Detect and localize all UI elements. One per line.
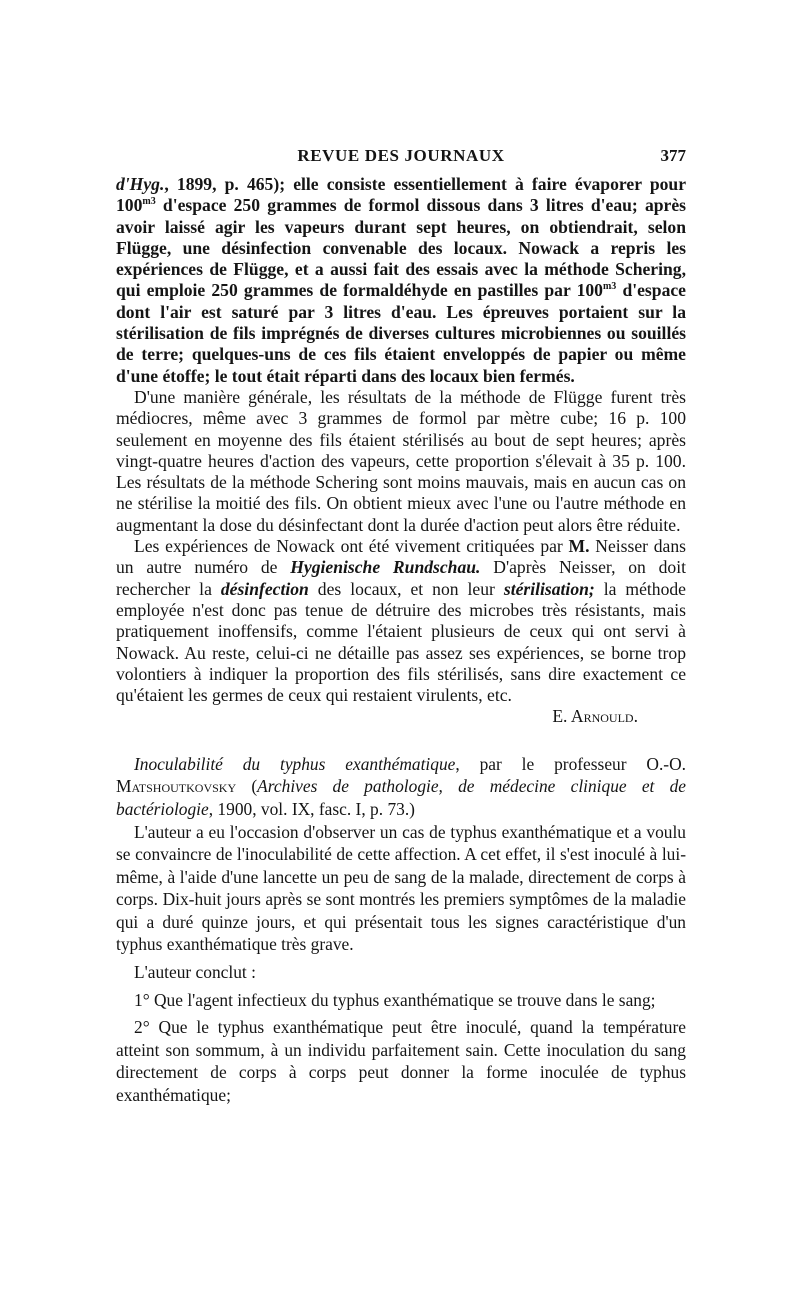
citation: , 1900, vol. IX, fasc. I, p. 73.) xyxy=(208,798,415,819)
byline: , par le professeur O.-O. xyxy=(455,753,686,774)
emphasis-sterilisation: stérilisation; xyxy=(503,578,595,599)
page-header xyxy=(116,146,686,170)
paragraph-conclusion-1: 1° Que l'agent infectieux du typhus exanthématique se trouve dans le sang; xyxy=(134,989,656,1010)
paragraph-conclusion-2: 2° Que le typhus exanthématique peut être inoculé, quand la température atteint son sommum, à un individu parfaitement sain. Cette inoculation du sang directement de corps à corps peut donner la forme inoculée de typhus exanthématique; xyxy=(116,1017,686,1106)
paragraph-conclusion-intro: L'auteur conclut : xyxy=(134,962,256,983)
emphasis-desinfection: désinfection xyxy=(220,578,309,599)
honorific: M. xyxy=(568,536,590,557)
running-head: REVUE DES JOURNAUX xyxy=(297,146,505,165)
cubic-meter-unit: m3 xyxy=(602,281,617,293)
source-journal: Archives de pathologie, de médecine clinique et de bactériologie xyxy=(116,776,686,819)
paragraph-case: L'auteur a eu l'occasion d'observer un cas de typhus exanthématique et a voulu se convaincre de l'inoculabilité de cette affection. A cet effet, il s'est inoculé à lui-même, à l'aide d'une lancette un peu de sang de la malade, directement de corps à corps. Dix-huit jours après se sont montrés les premiers symptômes de la maladie qui a duré quinze jours, et qui présentait tous les signes caractéristique d'un typhus exanthématique très grave. xyxy=(116,821,686,955)
paragraph-text: des locaux, et non leur xyxy=(308,578,504,599)
cubic-meter-unit: m3 xyxy=(142,196,156,208)
journal-title: Hygienische Rundschau. xyxy=(290,557,481,578)
paragraph-critique xyxy=(116,536,686,706)
review-heading: Inoculabilité du typhus exanthématique, par le professeur O.-O. Matshoutkovsky (Archives de pathologie, de médecine clinique et de bactériologie, 1900, vol. IX, fasc. I, p. 73.) xyxy=(116,753,686,819)
paragraph-text: D'après Neisser, on doit rechercher la xyxy=(116,557,686,599)
review-article xyxy=(116,753,686,1107)
signature-row xyxy=(116,706,686,727)
paragraph-text: d'espace dont l'air est saturé par 3 litres d'eau. Les épreuves portaient sur la stérilisation de fils imprégnés de diverses cultures microbiennes ou souillés de terre; quelques-uns de ces fils étaient enveloppés de papier ou même d'une étoffe; le tout était réparti dans des locaux bien fermés. xyxy=(116,280,686,386)
continued-article xyxy=(116,174,686,728)
review-author: Matshoutkovsky xyxy=(116,776,237,797)
paragraph-text: d'espace 250 grammes de formol dissous dans 3 litres d'eau; après avoir laissé agir les vapeurs durant sept heures, on obtiendrait, selon Flügge, une désinfection convenable des locaux. Nowack a repris les expériences de Flügge, et a aussi fait des essais avec la méthode Schering, qui emploie 250 grammes de formaldéhyde en pastilles par 100 xyxy=(116,195,686,301)
page-number: 377 xyxy=(660,146,686,165)
review-title: Inoculabilité du typhus exanthématique xyxy=(134,753,456,774)
paragraph-results: D'une manière générale, les résultats de la méthode de Flügge furent très médiocres, même avec 3 grammes de formol par mètre cube; 16 p. 100 seulement en moyenne des fils étaient stérilisés au bout de sept heures; après vingt-quatre heures d'action des vapeurs, cette proportion s'élevait à 35 p. 100. Les résultats de la méthode Schering sont moins mauvais, mais en aucun cas on ne stérilise la moitié des fils. On obtient mieux avec l'une ou l'autre méthode en augmentant la dose du désinfectant dont la durée d'action peut alors être réduite. xyxy=(116,386,686,535)
paragraph-formol-methods xyxy=(116,174,686,387)
paragraph-text: , 1899, p. 465); elle consiste essentiellement à faire évaporer pour 100 xyxy=(116,174,686,216)
paragraph-text: Les expériences de Nowack ont été vivement critiquées par xyxy=(134,536,569,557)
page-body xyxy=(116,174,686,1112)
author-signature: E. Arnould. xyxy=(552,706,638,727)
journal-abbreviation: d'Hyg. xyxy=(116,174,165,194)
paragraph-text: Neisser dans un autre numéro de xyxy=(116,536,686,578)
paragraph-text: la méthode employée n'est donc pas tenue de détruire des microbes très résistants, mais pratiquement inoffensifs, comme l'étaient plusieurs de ceux qui ont servi à Nowack. Au reste, celui-ci ne détaille pas assez ses expériences, se borne trop volontiers à indiquer la proportion des fils stérilisés, sans dire exactement ce qu'étaient les germes de ceux qui restaient virulents, etc. xyxy=(116,578,686,706)
